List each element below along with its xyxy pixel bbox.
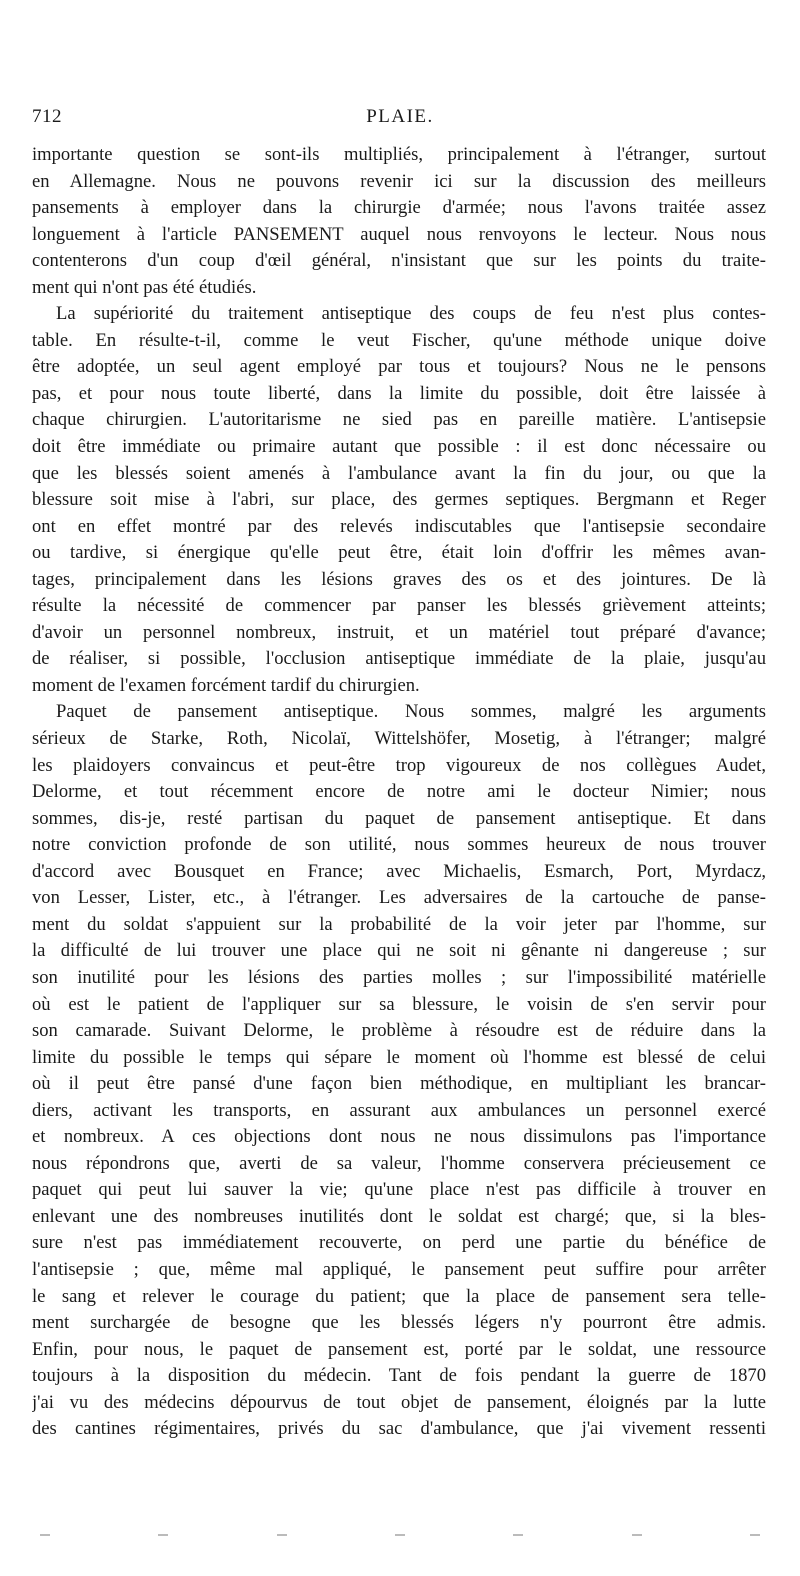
text-line: ou tardive, si énergique qu'elle peut être, était loin d'offrir les mêmes avan-	[32, 542, 766, 564]
running-head: PLAIE.	[366, 106, 434, 127]
text-line: l'antisepsie ; que, même mal appliqué, le pansement peut suffire pour arrêter	[32, 1258, 766, 1280]
text-line: ment du soldat s'appuient sur la probabilité de la voir jeter par l'homme, sur	[32, 913, 766, 935]
text-line: son inutilité pour les lésions des parties molles ; sur l'impossibilité matérielle	[32, 966, 766, 988]
scan-mark	[632, 1534, 642, 1536]
text-line: ont en effet montré par des relevés indiscutables que l'antisepsie secondaire	[32, 515, 766, 537]
paragraph-start-line: Paquet de pansement antiseptique. Nous sommes, malgré les arguments	[56, 701, 766, 723]
text-line: sure n'est pas immédiatement recouverte, on perd une partie du bénéfice de	[32, 1232, 766, 1254]
text-line: de réaliser, si possible, l'occlusion antiseptique immédiate de la plaie, jusqu'au	[32, 648, 766, 670]
text-line: pas, et pour nous toute liberté, dans la limite du possible, doit être laissée à	[32, 382, 766, 404]
text-line: des cantines régimentaires, privés du sac d'ambulance, que j'ai vivement ressenti	[32, 1418, 766, 1440]
text-line: où il peut être pansé d'une façon bien méthodique, en multipliant les brancar-	[32, 1073, 766, 1095]
text-line: blessure soit mise à l'abri, sur place, des germes septiques. Bergmann et Reger	[32, 489, 766, 511]
text-line: paquet qui peut lui sauver la vie; qu'une place n'est pas difficile à trouver en	[32, 1179, 766, 1201]
scan-mark	[277, 1534, 287, 1536]
text-line: contenterons d'un coup d'œil général, n'insistant que sur les points du traite-	[32, 250, 766, 272]
text-line: où est le patient de l'appliquer sur sa blessure, le voisin de s'en servir pour	[32, 993, 766, 1015]
paragraph-start-line: La supériorité du traitement antiseptique des coups de feu n'est plus contes-	[56, 303, 766, 325]
text-line: ment qui n'ont pas été étudiés.	[32, 276, 257, 298]
text-line: moment de l'examen forcément tardif du chirurgien.	[32, 674, 420, 696]
scan-mark	[395, 1534, 405, 1536]
text-line: que les blessés soient amenés à l'ambulance avant la fin du jour, ou que la	[32, 462, 766, 484]
text-line: et nombreux. A ces objections dont nous ne nous dissimulons pas l'importance	[32, 1126, 766, 1148]
text-line: chaque chirurgien. L'autoritarisme ne sied pas en pareille matière. L'antisepsie	[32, 409, 766, 431]
text-line: Enfin, pour nous, le paquet de pansement est, porté par le soldat, une ressource	[32, 1338, 766, 1360]
text-line: doit être immédiate ou primaire autant que possible : il est donc nécessaire ou	[32, 436, 766, 458]
text-line: en Allemagne. Nous ne pouvons revenir ici sur la discussion des meilleurs	[32, 170, 766, 192]
text-line: ment surchargée de besogne que les blessés légers n'y pourront être admis.	[32, 1312, 766, 1334]
footer-scan-marks	[40, 1528, 760, 1542]
scan-mark	[158, 1534, 168, 1536]
text-line: d'avoir un personnel nombreux, instruit, et un matériel tout préparé d'avance;	[32, 621, 766, 643]
text-line: enlevant une des nombreuses inutilités dont le soldat est chargé; que, si la bles-	[32, 1205, 766, 1227]
text-line: la difficulté de lui trouver une place qui ne soit ni gênante ni dangereuse ; sur	[32, 940, 766, 962]
text-line: nous répondrons que, averti de sa valeur, l'homme conservera précieusement ce	[32, 1152, 766, 1174]
text-line: Delorme, et tout récemment encore de notre ami le docteur Nimier; nous	[32, 781, 766, 803]
text-line: d'accord avec Bousquet en France; avec Michaelis, Esmarch, Port, Myrdacz,	[32, 860, 766, 882]
text-line: toujours à la disposition du médecin. Tant de fois pendant la guerre de 1870	[32, 1365, 766, 1387]
text-line: résulte la nécessité de commencer par panser les blessés grièvement atteints;	[32, 595, 766, 617]
text-line: diers, activant les transports, en assurant aux ambulances un personnel exercé	[32, 1099, 766, 1121]
text-line: table. En résulte-t-il, comme le veut Fischer, qu'une méthode unique doive	[32, 329, 766, 351]
text-line: être adoptée, un seul agent employé par tous et toujours? Nous ne le pensons	[32, 356, 766, 378]
page-header	[32, 106, 768, 132]
text-line: longuement à l'article PANSEMENT auquel nous renvoyons le lecteur. Nous nous	[32, 223, 766, 245]
page-number: 712	[32, 106, 62, 127]
text-line: sérieux de Starke, Roth, Nicolaï, Wittelshöfer, Mosetig, à l'étranger; malgré	[32, 728, 766, 750]
text-line: son camarade. Suivant Delorme, le problème à résoudre est de réduire dans la	[32, 1020, 766, 1042]
text-line: j'ai vu des médecins dépourvus de tout objet de pansement, éloignés par la lutte	[32, 1391, 766, 1413]
text-line: tages, principalement dans les lésions graves des os et des jointures. De là	[32, 568, 766, 590]
scan-mark	[750, 1534, 760, 1536]
text-line: le sang et relever le courage du patient; que la place de pansement sera telle-	[32, 1285, 766, 1307]
text-line: notre conviction profonde de son utilité, nous sommes heureux de nous trouver	[32, 834, 766, 856]
text-line: pansements à employer dans la chirurgie d'armée; nous l'avons traitée assez	[32, 197, 766, 219]
text-line: importante question se sont-ils multipliés, principalement à l'étranger, surtout	[32, 144, 766, 165]
text-line: les plaidoyers convaincus et peut-être trop vigoureux de nos collègues Audet,	[32, 754, 766, 776]
text-line: von Lesser, Lister, etc., à l'étranger. Les adversaires de la cartouche de panse-	[32, 887, 766, 909]
text-line: sommes, dis-je, resté partisan du paquet de pansement antiseptique. Et dans	[32, 807, 766, 829]
body-text	[32, 142, 766, 1443]
scan-mark	[40, 1534, 50, 1536]
text-line: limite du possible le temps qui sépare le moment où l'homme est blessé de celui	[32, 1046, 766, 1068]
scan-mark	[513, 1534, 523, 1536]
